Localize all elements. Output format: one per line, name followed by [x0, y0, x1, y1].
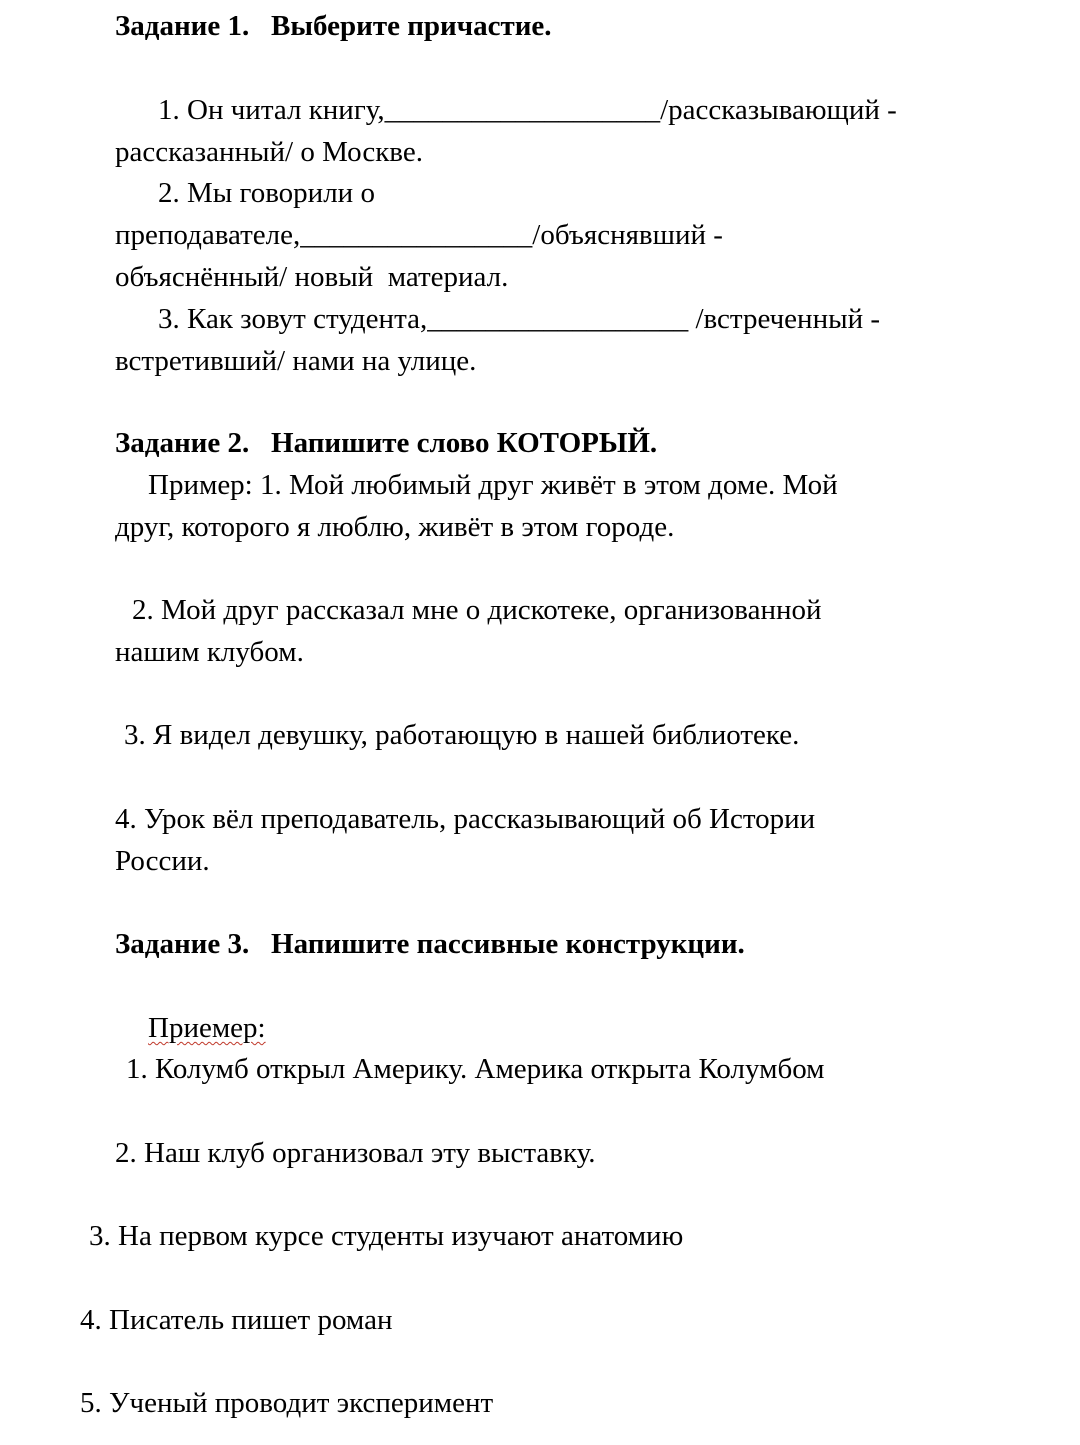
task1-line-7: встретивший/ нами на улице.	[115, 345, 477, 377]
task1-line-5: объяснённый/ новый материал.	[115, 261, 509, 293]
task3-example-label: Приемер:	[148, 1012, 266, 1044]
task2-line-5: 3. Я видел девушку, работающую в нашей библиотеке.	[124, 719, 800, 751]
task3-line-2: 2. Наш клуб организовал эту выставку.	[115, 1137, 596, 1169]
task2-line-7: России.	[115, 845, 210, 877]
task1-line-3: 2. Мы говорили о	[158, 177, 375, 209]
task3-line-5: 5. Ученый проводит эксперимент	[80, 1387, 494, 1419]
task1-line-6: 3. Как зовут студента,__________________ /встреченный -	[158, 303, 880, 335]
task3-heading: Задание 3. Напишите пассивные конструкции.	[115, 928, 745, 960]
task1-line-2: рассказанный/ о Москве.	[115, 136, 423, 168]
task3-line-1: 1. Колумб открыл Америку. Америка открыта Колумбом	[126, 1053, 825, 1085]
task2-line-6: 4. Урок вёл преподаватель, рассказывающий об Истории	[115, 803, 816, 835]
task2-heading: Задание 2. Напишите слово КОТОРЫЙ.	[115, 427, 658, 459]
task1-heading: Задание 1. Выберите причастие.	[115, 10, 552, 42]
task2-line-1: Пример: 1. Мой любимый друг живёт в этом доме. Мой	[148, 469, 838, 501]
task1-line-4: преподавателе,________________/объяснявший -	[115, 219, 723, 251]
task1-line-1: 1. Он читал книгу,___________________/рассказывающий -	[158, 94, 897, 126]
task3-line-4: 4. Писатель пишет роман	[80, 1304, 393, 1336]
task2-line-4: нашим клубом.	[115, 636, 304, 668]
task2-line-2: друг, которого я люблю, живёт в этом городе.	[115, 511, 675, 543]
task2-line-3: 2. Мой друг рассказал мне о дискотеке, организованной	[132, 594, 822, 626]
task3-line-3: 3. На первом курсе студенты изучают анатомию	[89, 1220, 684, 1252]
